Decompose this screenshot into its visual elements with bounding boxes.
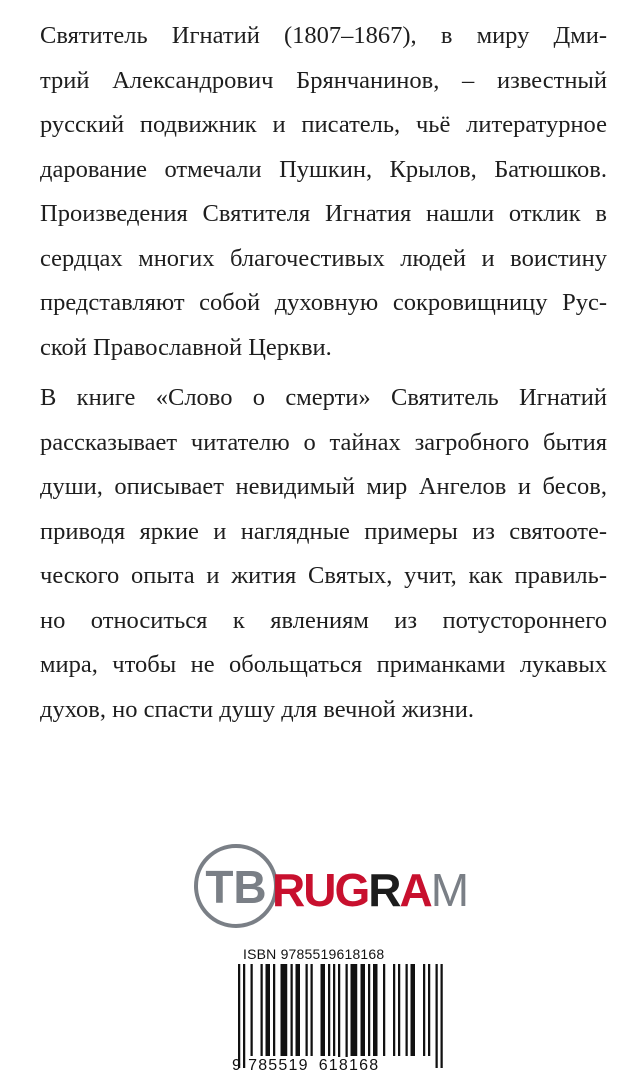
text-line: приводя яркие и наглядные примеры из святооте- [40, 517, 607, 545]
barcode-bar [351, 964, 358, 1056]
barcode-bar [261, 964, 263, 1056]
text-line: В книге «Слово о смерти» Святитель Игнатий [40, 384, 607, 411]
text-line: ческого опыта и жития Святых, учит, как правиль- [40, 562, 607, 589]
barcode-bar [281, 964, 288, 1056]
text-line: рассказывает читателю о тайнах загробного бытия [40, 428, 607, 456]
barcode-bar [373, 964, 378, 1056]
barcode-bar [383, 964, 385, 1056]
text-line: трий Александрович Брянчанинов, – известный [40, 66, 607, 94]
barcode-bar [428, 964, 430, 1056]
barcode-bar [441, 964, 443, 1068]
barcode-bar [436, 964, 438, 1068]
barcode-icon [236, 964, 396, 1071]
barcode-bar [328, 964, 330, 1056]
barcode-bar [291, 964, 293, 1056]
barcode-bar [238, 964, 240, 1068]
barcode-bar [243, 964, 245, 1068]
logo-text-r: R [368, 864, 400, 916]
barcode-bar [393, 964, 395, 1056]
text-line: Святитель Игнатий (1807–1867), в миру Дми- [40, 22, 607, 49]
barcode-bar [251, 964, 253, 1056]
barcode-digits [232, 1057, 402, 1075]
publisher-logo [192, 840, 468, 932]
barcode-bar [273, 964, 275, 1056]
barcode-bar [411, 964, 416, 1056]
barcode-bar [368, 964, 370, 1056]
text-line: Произведения Святителя Игнатия нашли отклик в [40, 200, 607, 227]
logo-emblem: ТВ [205, 861, 267, 913]
annotation-paragraph-2 [40, 376, 607, 732]
barcode-bar [306, 964, 308, 1056]
barcode-bar [266, 964, 271, 1056]
text-line: но относиться к явлениям из потустороннего [40, 606, 607, 634]
barcode-bar [361, 964, 366, 1056]
logo-wordmark [272, 864, 467, 916]
logo-text-a: A [399, 864, 431, 916]
barcode-bar [311, 964, 313, 1056]
logo-text-m: M [430, 864, 468, 916]
text-line: мира, чтобы не обольщаться приманками лукавых [40, 651, 607, 678]
text-line: дарование отмечали Пушкин, Крылов, Батюшков. [40, 155, 607, 183]
logo-text-rug: RUG [272, 864, 369, 916]
text-line: представляют собой духовную сокровищницу Рус- [40, 289, 607, 316]
barcode-bar [398, 964, 400, 1056]
barcode-group-2: 618168 [318, 1057, 380, 1074]
barcode-bar [296, 964, 301, 1056]
text-line: сердцах многих благочестивых людей и воистину [40, 244, 607, 272]
text-line: души, описывает невидимый мир Ангелов и бесов, [40, 473, 607, 500]
isbn-label: ISBN 9785519618168 [243, 946, 385, 962]
text-line: духов, но спасти душу для вечной жизни. [40, 695, 474, 723]
barcode-bar [321, 964, 326, 1056]
text-line: русский подвижник и писатель, чьё литературное [40, 111, 607, 138]
barcode-bar [333, 964, 335, 1056]
text-line: ской Православной Церкви. [40, 333, 332, 361]
barcode-lead-digit: 9 [232, 1057, 243, 1074]
barcode-bar [338, 964, 340, 1068]
annotation-paragraph-1 [40, 14, 607, 370]
barcode-bar [346, 964, 348, 1068]
barcode-bar [406, 964, 408, 1056]
barcode-bar [423, 964, 425, 1056]
barcode-group-1: 785519 [248, 1057, 309, 1074]
